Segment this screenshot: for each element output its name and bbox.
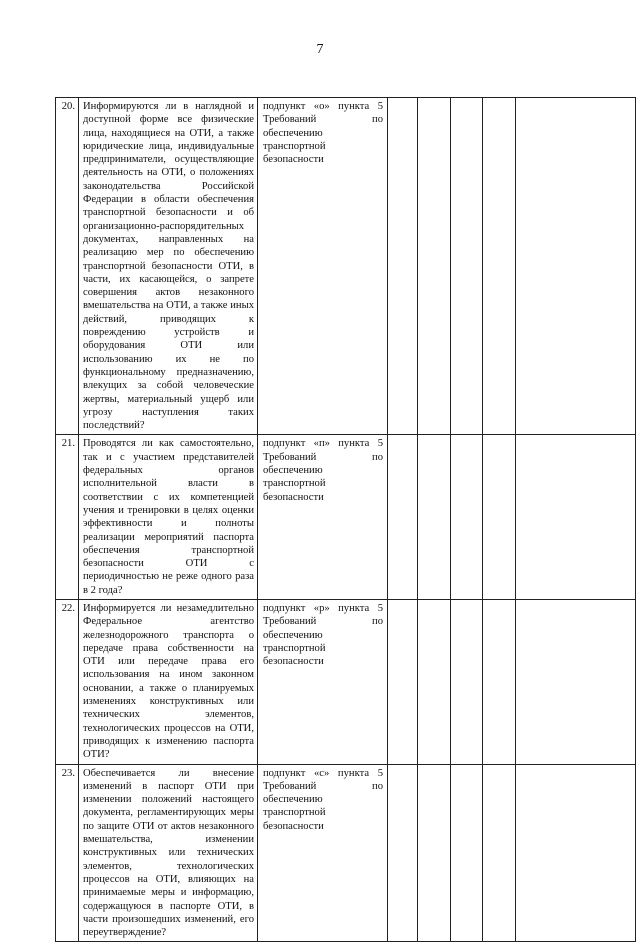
answer-cell-extra — [483, 435, 516, 600]
question-cell: Информируется ли незамедлительно Федеральное агентство железнодорожного транспорта о передаче права собственности на ОТИ или передаче права его использования на ином законном основании, а также о планируемых изменениях конструктивных или технических элементов, технологических процессов на ОТИ, приводящих к изменению паспорта ОТИ? — [79, 599, 258, 764]
row-number: 20. — [56, 98, 79, 435]
answer-cell-extra — [483, 764, 516, 942]
answer-cell-na — [451, 98, 483, 435]
answer-cell-no — [418, 98, 451, 435]
table-row — [56, 435, 636, 600]
notes-cell — [516, 98, 636, 435]
table-row — [56, 599, 636, 764]
table-row — [56, 98, 636, 435]
reference-cell: подпункт «р» пункта 5 Требований по обеспечению транспортной безопасности — [258, 599, 388, 764]
answer-cell-yes — [388, 764, 418, 942]
answer-cell-no — [418, 435, 451, 600]
table-row — [56, 764, 636, 942]
row-number: 21. — [56, 435, 79, 600]
answer-cell-yes — [388, 435, 418, 600]
reference-cell: подпункт «с» пункта 5 Требований по обеспечению транспортной безопасности — [258, 764, 388, 942]
question-cell: Информируются ли в наглядной и доступной форме все физические лица, находящиеся на ОТИ, а также юридические лица, индивидуальные предприниматели, осуществляющие деятельность на ОТИ, о положениях законодательства Российской Федерации в области обеспечения транспортной безопасности и об организационно-распорядительных документах, направленных на реализацию мер по обеспечению транспортной безопасности ОТИ, в части, их касающейся, о запрете совершения актов незаконного вмешательства на ОТИ, а также иных действий, приводящих к повреждению устройств и оборудования ОТИ или использованию их не по функциональному предназначению, влекущих за собой человеческие жертвы, материальный ущерб или угрозу наступления таких последствий? — [79, 98, 258, 435]
answer-cell-na — [451, 435, 483, 600]
answer-cell-na — [451, 764, 483, 942]
requirements-table — [55, 97, 636, 942]
answer-cell-yes — [388, 599, 418, 764]
answer-cell-no — [418, 764, 451, 942]
page-number: 7 — [316, 42, 324, 57]
answer-cell-no — [418, 599, 451, 764]
question-cell: Проводятся ли как самостоятельно, так и с участием представителей федеральных органов исполнительной власти в соответствии с их компетенцией учения и тренировки в целях оценки эффективности и полноты реализации мероприятий паспорта обеспечения транспортной безопасности ОТИ с периодичностью не реже одного раза в 2 года? — [79, 435, 258, 600]
notes-cell — [516, 764, 636, 942]
answer-cell-extra — [483, 599, 516, 764]
notes-cell — [516, 435, 636, 600]
answer-cell-yes — [388, 98, 418, 435]
answer-cell-extra — [483, 98, 516, 435]
reference-cell: подпункт «о» пункта 5 Требований по обеспечению транспортной безопасности — [258, 98, 388, 435]
row-number: 22. — [56, 599, 79, 764]
row-number: 23. — [56, 764, 79, 942]
notes-cell — [516, 599, 636, 764]
reference-cell: подпункт «п» пункта 5 Требований по обеспечению транспортной безопасности — [258, 435, 388, 600]
question-cell: Обеспечивается ли внесение изменений в паспорт ОТИ при изменении положений настоящего документа, регламентирующих меры по защите ОТИ от актов незаконного вмешательства, изменении конструктивных или технических элементов, технологических процессов на ОТИ, влияющих на принимаемые меры и информацию, содержащуюся в паспорте ОТИ, в части произошедших изменений, его переутверждение? — [79, 764, 258, 942]
answer-cell-na — [451, 599, 483, 764]
